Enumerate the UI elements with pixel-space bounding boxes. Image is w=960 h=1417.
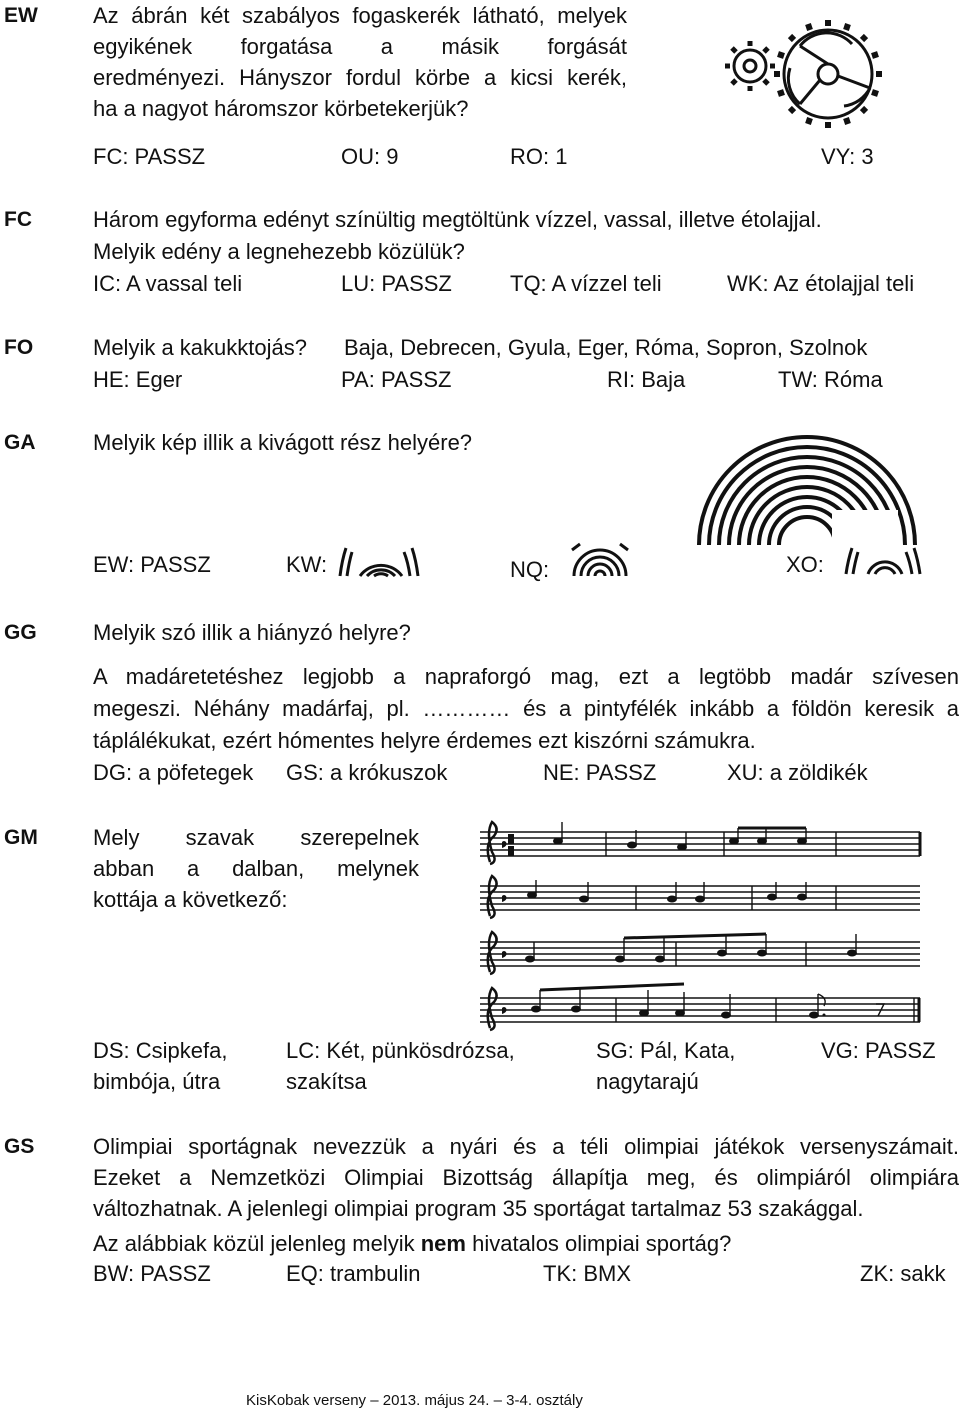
question-code-ew: EW xyxy=(4,4,38,27)
question-text: Melyik szó illik a hiányzó helyre? xyxy=(93,620,411,645)
passage-line: megeszi. Néhány madárfaj, pl. ………… és a pintyfélék inkább a földön keresik a xyxy=(93,696,959,721)
answer-option[interactable]: WK: Az étolajjal teli xyxy=(727,271,915,296)
answer-option[interactable]: RO: 1 xyxy=(510,144,568,169)
answer-kw-image[interactable] xyxy=(338,544,424,576)
answer-option[interactable]: VG: PASSZ xyxy=(821,1038,936,1063)
answer-option[interactable]: DG: a pöfetegek xyxy=(93,760,254,785)
question-text: Melyik kép illik a kivágott rész helyére? xyxy=(93,430,473,455)
answer-option[interactable]: TQ: A vízzel teli xyxy=(510,271,662,296)
question-text-line: ha a nagyot háromszor körbetekerjük? xyxy=(93,96,469,121)
answer-option-continued[interactable]: szakítsa xyxy=(286,1069,367,1094)
question-text-line: Melyik edény a legnehezebb közülük? xyxy=(93,239,465,264)
question-text-emphasis: nem xyxy=(420,1231,466,1256)
question-text-line: egyikének forgatása a másik forgását xyxy=(93,34,627,59)
question-text-line: Az ábrán két szabályos fogaskerék látható, melyek xyxy=(93,3,627,28)
answer-option[interactable]: BW: PASSZ xyxy=(93,1261,211,1286)
gears-image xyxy=(720,18,900,128)
question-text-line: eredményezi. Hányszor fordul körbe a kicsi kerék, xyxy=(93,65,627,90)
answer-option[interactable]: LU: PASSZ xyxy=(341,271,452,296)
passage-line: változhatnak. A jelenlegi olimpiai program 35 sportágat tartalmaz 53 szakággal. xyxy=(93,1196,864,1221)
answer-nq-image[interactable] xyxy=(570,542,630,576)
answer-option[interactable]: OU: 9 xyxy=(341,144,399,169)
answer-option[interactable]: PA: PASSZ xyxy=(341,367,452,392)
answer-option[interactable]: EW: PASSZ xyxy=(93,552,211,577)
answer-option[interactable]: IC: A vassal teli xyxy=(93,271,243,296)
question-text-before: Az alábbiak közül jelenleg melyik xyxy=(93,1231,421,1256)
answer-option[interactable]: KW: xyxy=(286,552,328,577)
answer-option[interactable]: ZK: sakk xyxy=(860,1261,946,1286)
question-code-fc: FC xyxy=(4,208,32,231)
question-text xyxy=(93,1228,731,1260)
answer-option[interactable]: HE: Eger xyxy=(93,367,183,392)
sheet-music-image xyxy=(476,818,920,1032)
city-list: Baja, Debrecen, Gyula, Eger, Róma, Sopron, Szolnok xyxy=(344,335,868,360)
answer-option[interactable]: NQ: xyxy=(510,557,550,582)
question-text-line: abban a dalban, melynek xyxy=(93,856,419,881)
question-code-ga: GA xyxy=(4,431,36,454)
footer: KisKobak verseny – 2013. május 24. – 3-4. osztály xyxy=(246,1392,583,1409)
answer-option[interactable]: TK: BMX xyxy=(543,1261,632,1286)
passage-line: táplálékukat, ezért hómentes helyre érdemes ezt kiszórni számukra. xyxy=(93,728,756,753)
question-text-line: Mely szavak szerepelnek xyxy=(93,825,419,850)
answer-option[interactable]: TW: Róma xyxy=(778,367,883,392)
answer-option[interactable]: FC: PASSZ xyxy=(93,144,206,169)
question-code-gs: GS xyxy=(4,1135,35,1158)
question-code-gg: GG xyxy=(4,621,37,644)
answer-option[interactable]: NE: PASSZ xyxy=(543,760,657,785)
answer-option-continued[interactable]: bimbója, útra xyxy=(93,1069,221,1094)
answer-option[interactable]: EQ: trambulin xyxy=(286,1261,421,1286)
question-text-line: kottája a következő: xyxy=(93,887,288,912)
answer-option[interactable]: XU: a zöldikék xyxy=(727,760,868,785)
passage-line: A madáretetéshez legjobb a napraforgó mag, ezt a legtöbb madár szívesen xyxy=(93,664,959,689)
question-text-after: hivatalos olimpiai sportág? xyxy=(465,1231,732,1256)
answer-option[interactable]: XO: xyxy=(786,552,824,577)
question-text: Melyik a kakukktojás? xyxy=(93,335,307,360)
answer-option[interactable]: DS: Csipkefa, xyxy=(93,1038,228,1063)
passage-line: Ezeket a Nemzetközi Olimpiai Bizottság állapítja meg, és olimpiáról olimpiára xyxy=(93,1165,959,1190)
answer-option[interactable]: SG: Pál, Kata, xyxy=(596,1038,736,1063)
answer-option[interactable]: GS: a krókuszok xyxy=(286,760,448,785)
concentric-arcs-image xyxy=(694,430,920,548)
passage-line: Olimpiai sportágnak nevezzük a nyári és a téli olimpiai játékok versenyszámait. xyxy=(93,1134,959,1159)
answer-option[interactable]: LC: Két, pünkösdrózsa, xyxy=(286,1038,515,1063)
answer-xo-image[interactable] xyxy=(844,546,926,574)
question-code-fo: FO xyxy=(4,336,34,359)
question-text-line: Három egyforma edényt színültig megtöltünk vízzel, vassal, illetve étolajjal. xyxy=(93,207,822,232)
answer-option[interactable]: RI: Baja xyxy=(607,367,686,392)
answer-option[interactable]: VY: 3 xyxy=(821,144,874,169)
question-code-gm: GM xyxy=(4,826,38,849)
answer-option-continued[interactable]: nagytarajú xyxy=(596,1069,699,1094)
